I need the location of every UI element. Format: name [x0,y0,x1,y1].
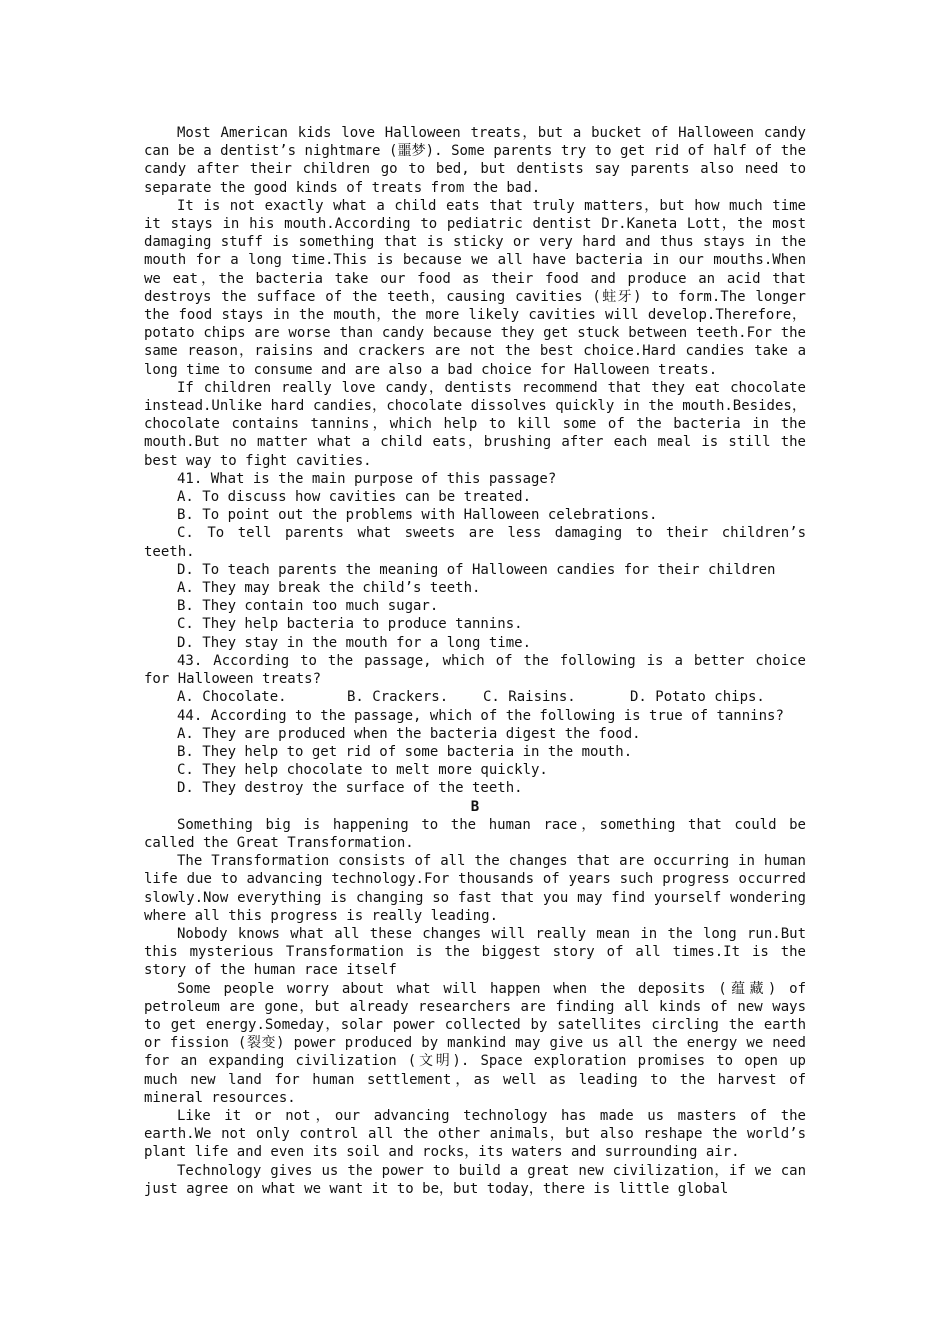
question-41-option-a: A. To discuss how cavities can be treated. [177,489,532,506]
question-44-option-a: A. They are produced when the bacteria digest the food. [177,725,641,742]
question-42-option-b: B. They contain too much sugar. [177,598,439,615]
passage-b-paragraph-1: Something big is happening to the human race，something that could be called the Great Transformation. [144,816,806,851]
question-43-stem: 43. According to the passage, which of the following is a better choice for Halloween treats? [144,652,806,688]
question-42-option-c: C. They help bacteria to produce tannins. [177,616,523,633]
passage-b-paragraph-6: Technology gives us the power to build a great new civilization，if we can just agree on what we want it to be，but today，there is little global [144,1162,806,1197]
passage-a-paragraph-1: Most American kids love Halloween treats，but a bucket of Halloween candy can be a dentist’s nightmare (噩梦). Some parents try to get rid of half of the candy after their children go to bed, but dentists say parents also need to separate the good kinds of treats from the bad. [144,125,806,196]
passage-b-paragraph-4: Some people worry about what will happen when the deposits (蕴藏) of petroleum are gone，but already researchers are finding all kinds of new ways to get energy.Someday，solar power collected by satellites circling the earth or fission (裂变) power produced by mankind may give us all the energy we need for an expanding civilization (文明). Space exploration promises to open up much new land for human settlement，as well as leading to the harvest of mineral resources. [144,980,806,1106]
question-41-option-b: B. To point out the problems with Halloween celebrations. [177,507,658,524]
question-44-stem: 44. According to the passage, which of the following is true of tannins? [177,707,784,724]
document-page [144,124,806,1198]
question-42-option-d: D. They stay in the mouth for a long time. [177,634,532,651]
question-41-stem: 41. What is the main purpose of this passage? [177,470,557,487]
question-44-option-b: B. They help to get rid of some bacteria in the mouth. [177,743,633,760]
question-43-option-c: C. Raisins. [483,689,576,706]
question-43-option-b: B. Crackers. [347,689,449,706]
question-43-option-d: D. Potato chips. [630,689,765,706]
passage-b-paragraph-2: The Transformation consists of all the changes that are occurring in human life due to advancing technology.For thousands of years such progress occurred slowly.Now everything is changing so fast that you may find yourself wondering where all this progress is really leading. [144,853,806,924]
question-43-options [144,688,806,706]
question-44-option-c: C. They help chocolate to melt more quickly. [177,762,548,779]
passage-b-paragraph-5: Like it or not，our advancing technology has made us masters of the earth.We not only control all the other animals，but also reshape the world’s plant life and even its soil and rocks，its waters and surrounding air. [144,1107,806,1161]
question-44-option-d: D. They destroy the surface of the teeth. [177,780,523,797]
question-41-option-c: C. To tell parents what sweets are less damaging to their children’s teeth. [144,525,806,560]
question-43-option-a: A. Chocolate. [177,689,287,706]
section-b-heading: B [470,798,480,815]
question-41-option-d: D. To teach parents the meaning of Halloween candies for their children [177,561,776,578]
question-42-option-a: A. They may break the child’s teeth. [177,580,481,597]
passage-a-paragraph-2: It is not exactly what a child eats that truly matters，but how much time it stays in his mouth.According to pediatric dentist Dr.Kaneta Lott，the most damaging stuff is something that is sticky or very hard and thus stays in the mouth for a long time.This is because we all have bacteria in our mouths.When we eat，the bacteria take our food as their food and produce an acid that destroys the sufface of the teeth，causing cavities (蛀牙) to form.The longer the food stays in the mouth，the more likely cavities will develop.Therefore，potato chips are worse than candy because they get stuck between teeth.For the same reason，raisins and crackers are not the best choice.Hard candies take a long time to consume and are also a bad choice for Halloween treats. [144,197,806,378]
passage-b-paragraph-3: Nobody knows what all these changes will really mean in the long run.But this mysterious Transformation is the biggest story of all times.It is the story of the human race itself [144,925,806,979]
passage-a-paragraph-3: If children really love candy，dentists recommend that they eat chocolate instead.Unlike hard candies，chocolate dissolves quickly in the mouth.Besides，chocolate contains tannins，which help to kill some of the bacteria in the mouth.But no matter what a child eats，brushing after each meal is still the best way to fight cavities. [144,379,806,469]
